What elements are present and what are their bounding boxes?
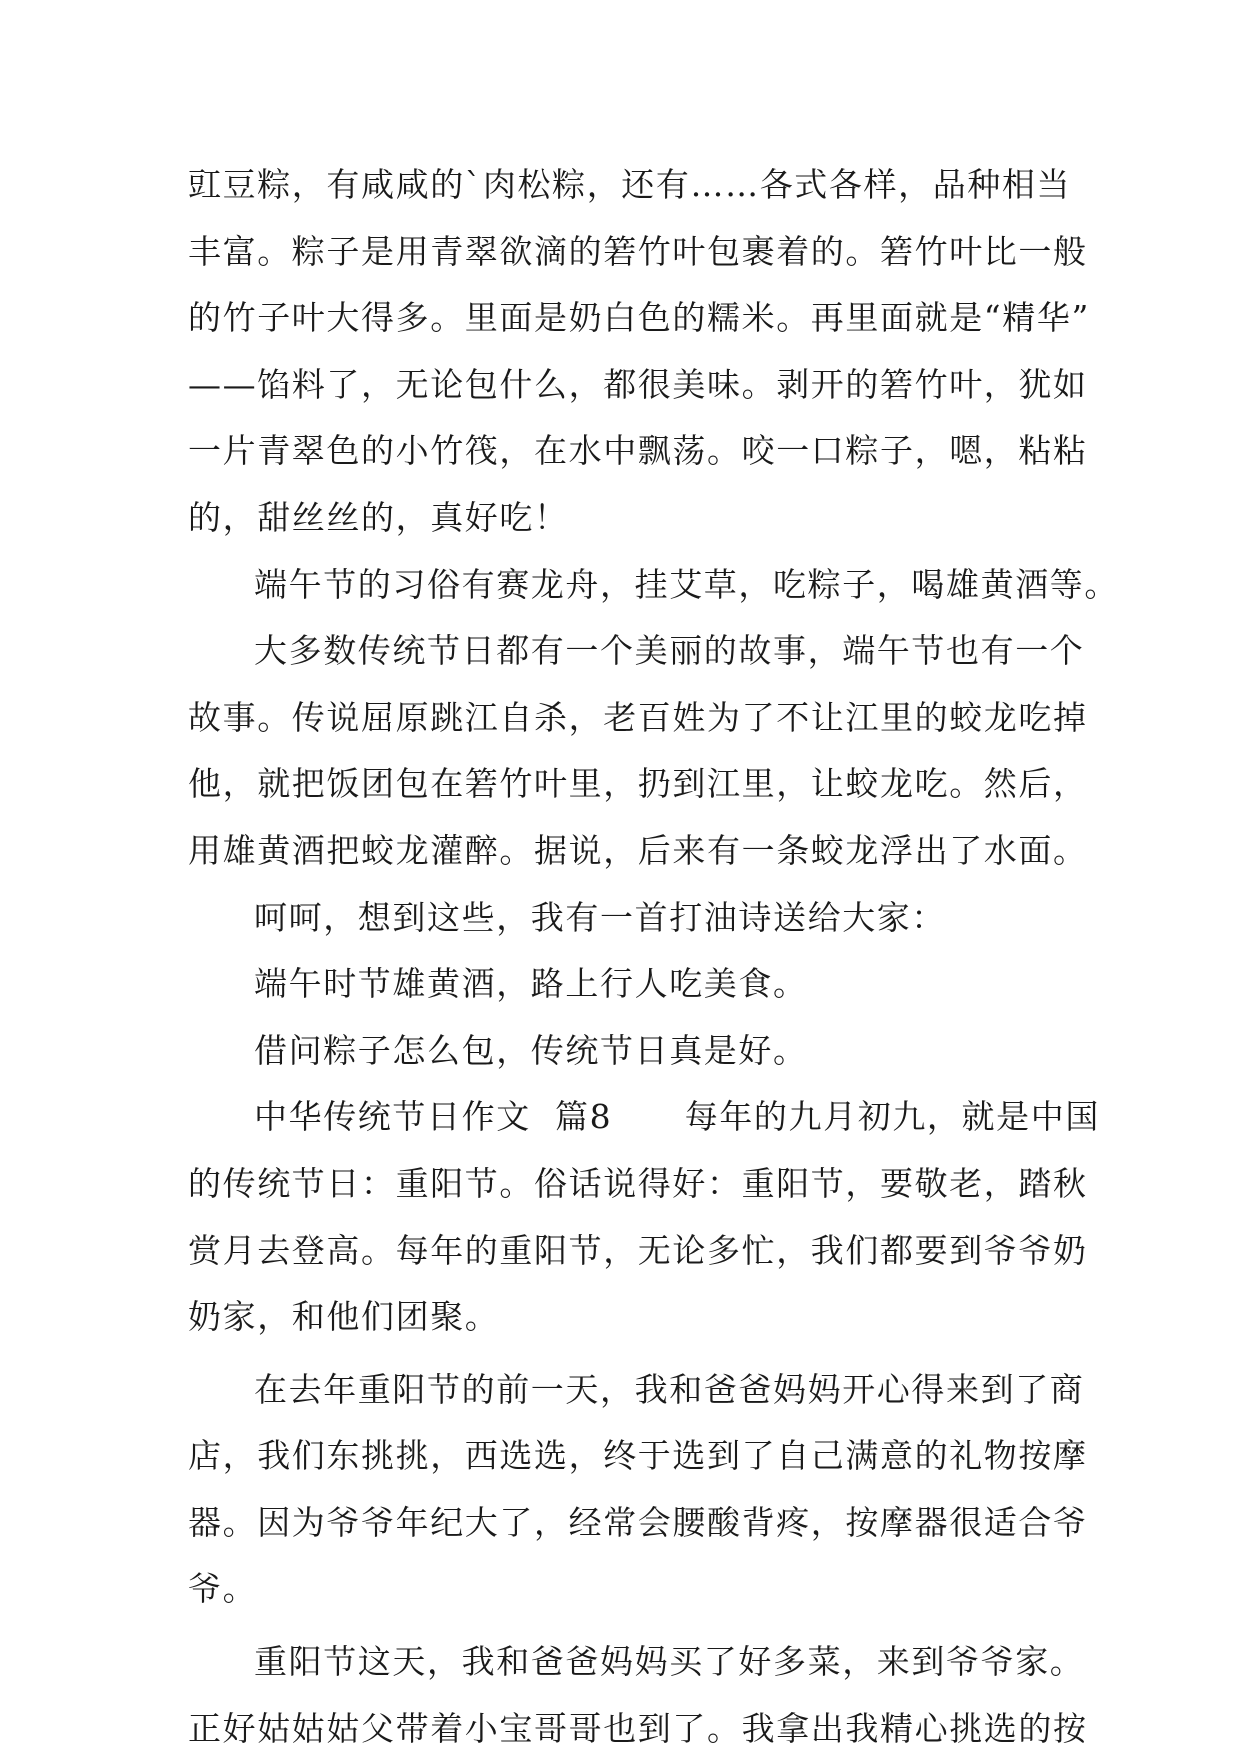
paragraph-start: 端午节的习俗有赛龙舟，挂艾草，吃粽子，喝雄黄酒等。 (254, 564, 1119, 604)
text-line: 的传统节日：重阳节。俗话说得好：重阳节，要敬老，踏秋 (188, 1163, 1088, 1203)
poem-line: 端午时节雄黄酒，路上行人吃美食。 (254, 964, 808, 1004)
text-line: 豇豆粽，有咸咸的`肉松粽，还有……各式各样，品种相当 (188, 165, 1072, 204)
text-line: ——馅料了，无论包什么，都很美味。剥开的箬竹叶，犹如 (188, 364, 1088, 404)
text-line: 爷。 (188, 1569, 258, 1609)
text-line: 赏月去登高。每年的重阳节，无论多忙，我们都要到爷爷奶 (188, 1230, 1088, 1270)
text-line: 一片青翠色的小竹筏，在水中飘荡。咬一口粽子，嗯，粘粘 (188, 431, 1088, 471)
text-line: 正好姑姑姑父带着小宝哥哥也到了。我拿出我精心挑选的按 (188, 1708, 1088, 1748)
text-line: 的竹子叶大得多。里面是奶白色的糯米。再里面就是“精华” (188, 298, 1090, 338)
paragraph-start: 大多数传统节日都有一个美丽的故事，端午节也有一个 (254, 631, 1085, 671)
section-heading-line: 中华传统节日作文 篇8 每年的九月初九，就是中国 (254, 1097, 1100, 1137)
text-line: 用雄黄酒把蛟龙灌醉。据说，后来有一条蛟龙浮出了水面。 (188, 830, 1088, 870)
document-page (188, 152, 1119, 1762)
text-line: 器。因为爷爷年纪大了，经常会腰酸背疼，按摩器很适合爷 (188, 1502, 1088, 1542)
text-line: 他，就把饭团包在箬竹叶里，扔到江里，让蛟龙吃。然后， (188, 764, 1088, 804)
poem-line: 借问粽子怎么包，传统节日真是好。 (254, 1030, 808, 1070)
text-line: 店，我们东挑挑，西选选，终于选到了自己满意的礼物按摩 (188, 1436, 1088, 1476)
text-line: 奶家，和他们团聚。 (188, 1297, 500, 1337)
text-line: 故事。传说屈原跳江自杀，老百姓为了不让江里的蛟龙吃掉 (188, 697, 1088, 737)
paragraph-start: 在去年重阳节的前一天，我和爸爸妈妈开心得来到了商 (254, 1369, 1085, 1409)
text-line: 丰富。粽子是用青翠欲滴的箬竹叶包裹着的。箬竹叶比一般 (188, 231, 1088, 271)
paragraph-start: 呵呵，想到这些，我有一首打油诗送给大家： (254, 897, 946, 937)
text-line: 的，甜丝丝的，真好吃！ (188, 497, 569, 537)
paragraph-start: 重阳节这天，我和爸爸妈妈买了好多菜，来到爷爷家。 (254, 1642, 1085, 1682)
